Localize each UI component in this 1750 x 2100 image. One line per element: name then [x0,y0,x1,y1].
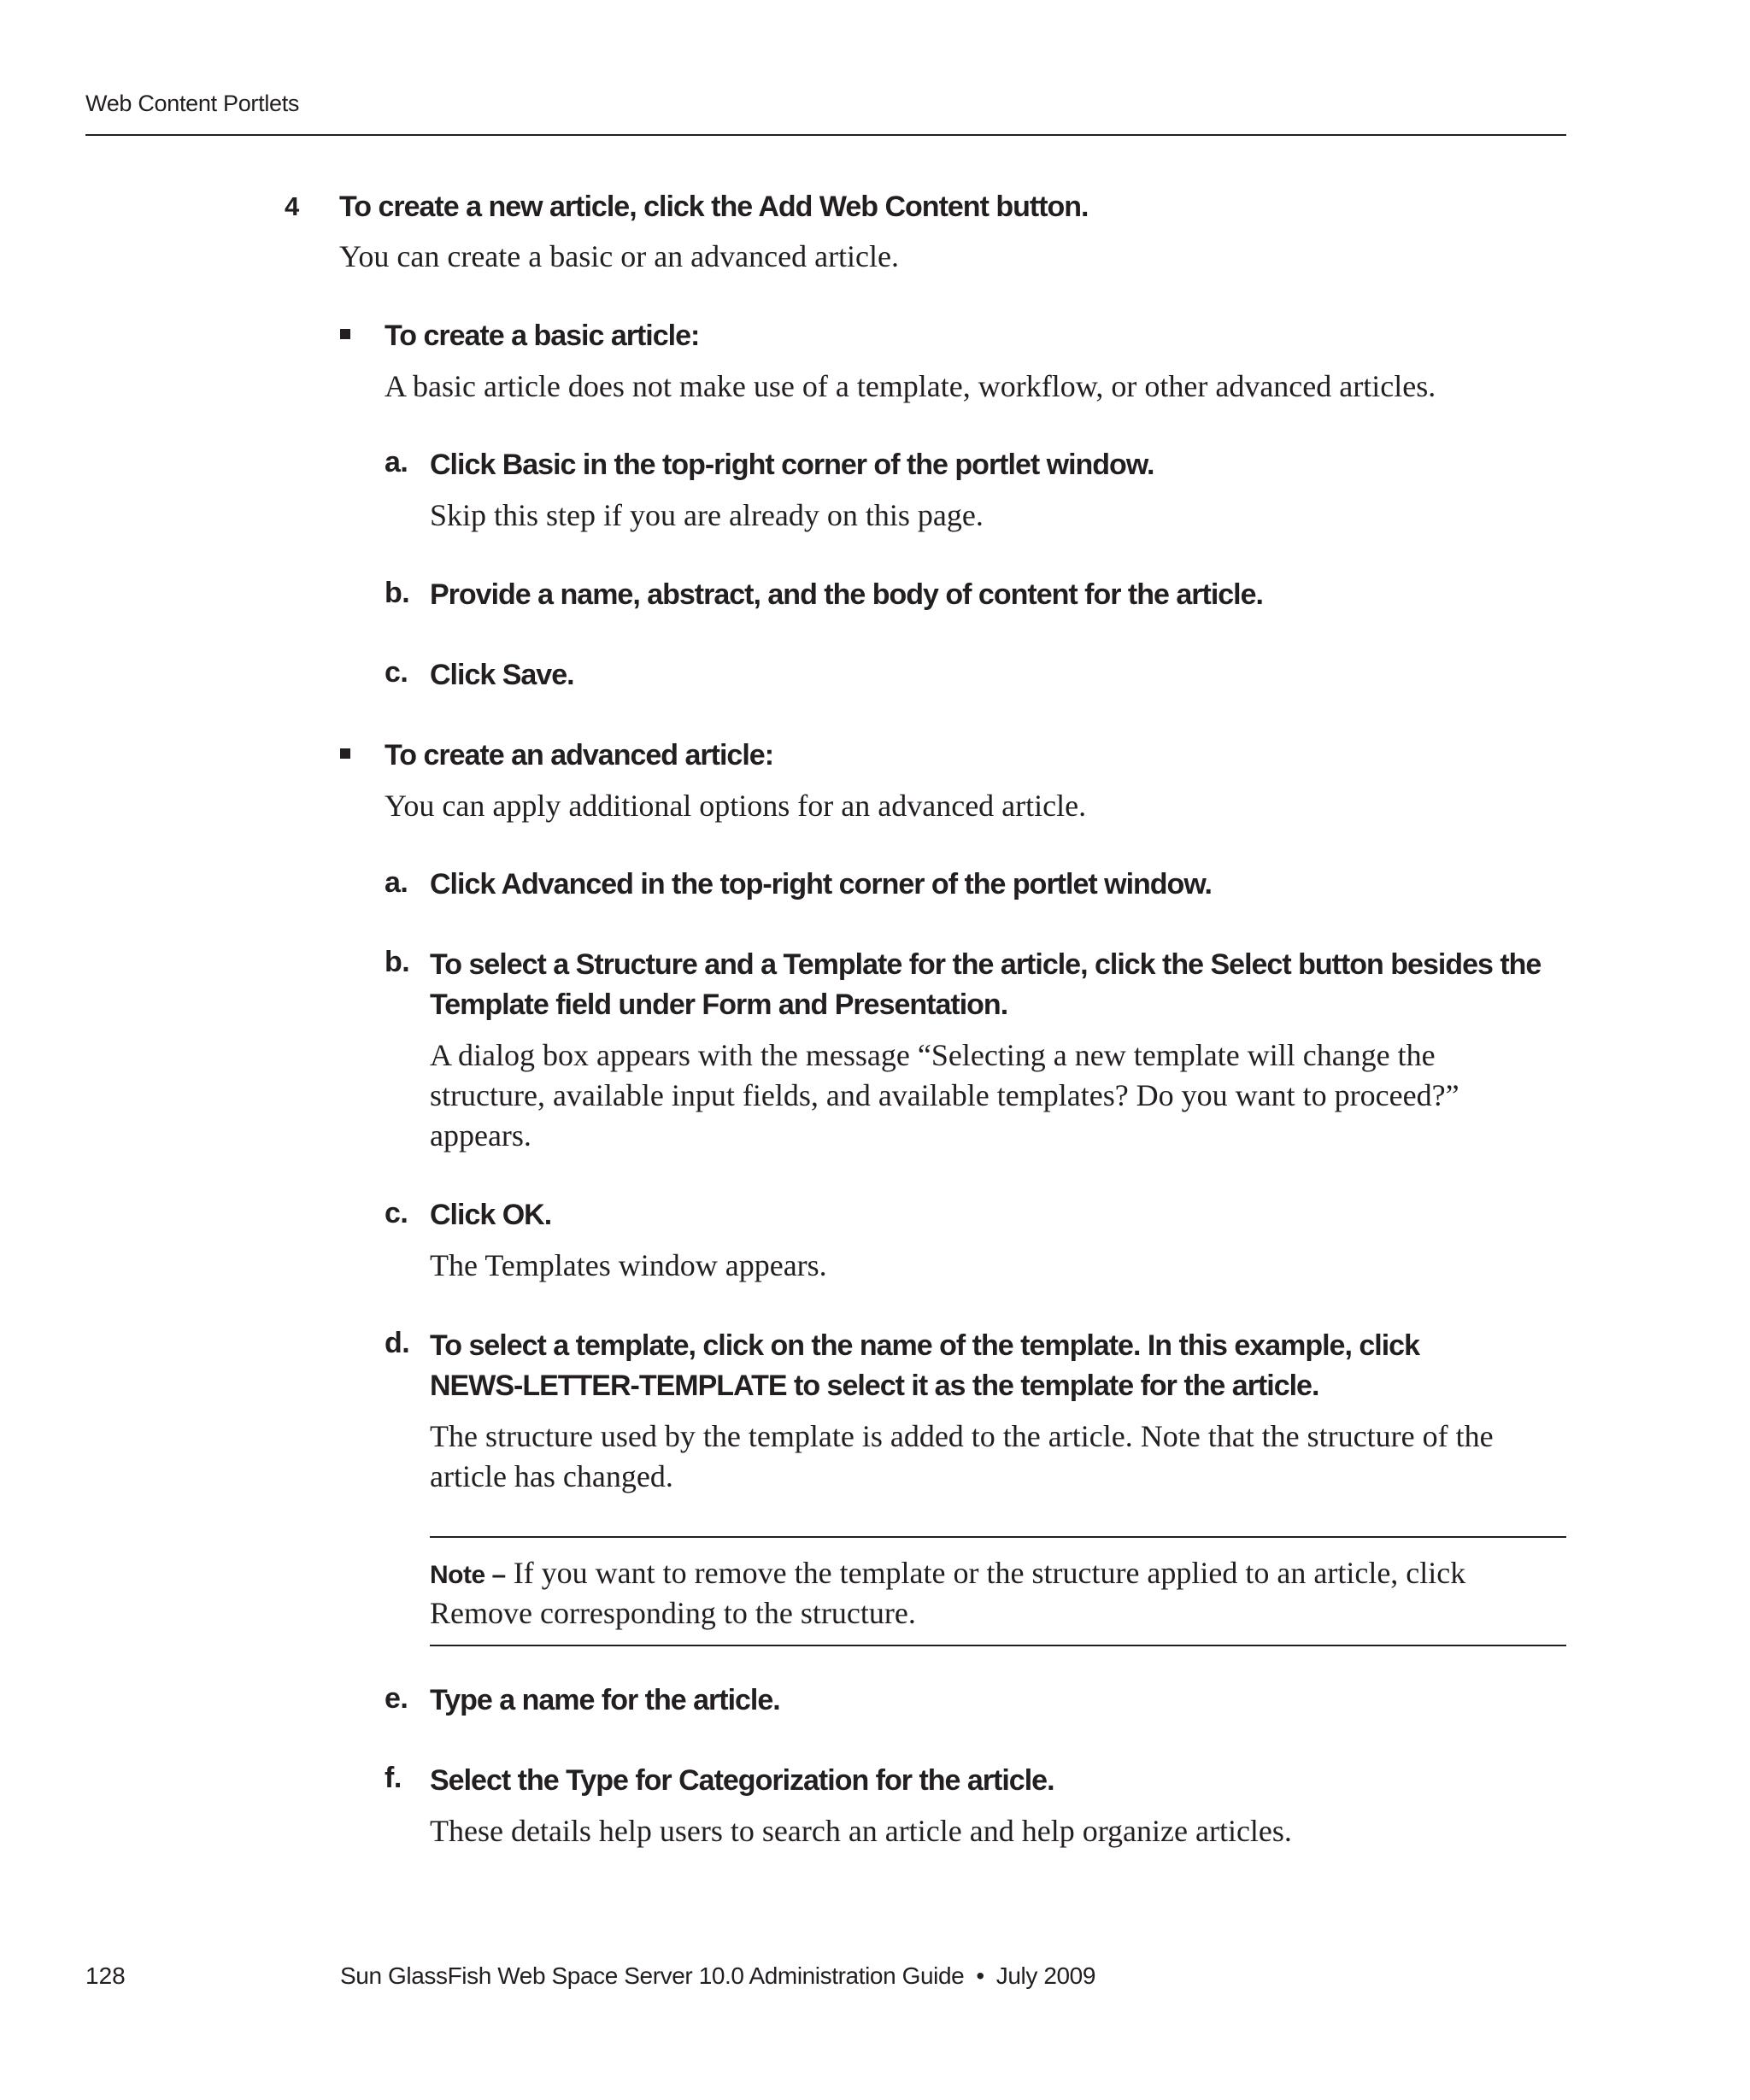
advanced-a-heading: Click Advanced in the top-right corner of the portlet window. [430,868,1212,900]
header-rule [85,134,1566,136]
note-top-rule [430,1536,1566,1538]
advanced-b-text-line-3: appears. [430,1118,531,1153]
advanced-d-heading-line-2: NEWS-LETTER-TEMPLATE to select it as the template for the article. [430,1370,1319,1402]
basic-c-label: c. [385,656,408,689]
publication-date: July 2009 [995,1962,1096,1989]
note-text-line-1: If you want to remove the template or the structure applied to an article, click [513,1556,1466,1590]
step-text: You can create a basic or an advanced article. [339,239,900,273]
basic-a-text: Skip this step if you are already on this page. [430,498,984,532]
advanced-b-label: b. [385,946,410,978]
advanced-f-label: f. [385,1762,402,1794]
advanced-e-heading: Type a name for the article. [430,1684,780,1716]
basic-text: A basic article does not make use of a template, workflow, or other advanced articles. [385,369,1436,403]
basic-a-label: a. [385,446,408,478]
advanced-c-heading: Click OK. [430,1199,552,1231]
step-heading: To create a new article, click the Add Web Content button. [339,191,1089,223]
advanced-d-text-line-2: article has changed. [430,1459,673,1493]
note-text-line-2: Remove corresponding to the structure. [430,1596,916,1630]
advanced-e-label: e. [385,1682,408,1715]
footer-book-title [340,1962,1095,1990]
advanced-a-label: a. [385,866,408,899]
note-bottom-rule [430,1645,1566,1646]
advanced-c-label: c. [385,1197,408,1229]
basic-a-heading: Click Basic in the top-right corner of the portlet window. [430,449,1154,481]
advanced-b-heading-line-1: To select a Structure and a Template for the article, click the Select button besides the [430,948,1542,981]
advanced-d-heading-line-1: To select a template, click on the name of the template. In this example, click [430,1329,1419,1362]
advanced-text: You can apply additional options for an advanced article. [385,789,1087,823]
advanced-c-text: The Templates window appears. [430,1248,827,1282]
page-number: 128 [85,1962,126,1989]
step-number: 4 [285,191,299,221]
running-head: Web Content Portlets [85,91,300,116]
advanced-f-heading: Select the Type for Categorization for the article. [430,1764,1054,1797]
basic-heading: To create a basic article: [385,320,700,352]
note-label: Note – [430,1561,506,1589]
bullet-icon [340,748,350,759]
advanced-f-text: These details help users to search an article and help organize articles. [430,1814,1292,1848]
advanced-d-label: d. [385,1327,410,1359]
advanced-d-text-line-1: The structure used by the template is added to the article. Note that the structure of the [430,1419,1494,1453]
basic-b-heading: Provide a name, abstract, and the body of content for the article. [430,578,1263,611]
basic-b-label: b. [385,577,410,609]
advanced-b-heading-line-2: Template field under Form and Presentation. [430,988,1008,1021]
advanced-b-text-line-2: structure, available input fields, and available templates? Do you want to proceed?” [430,1078,1459,1112]
note [430,1553,1465,1595]
bullet-icon [340,329,350,339]
book-title: Sun GlassFish Web Space Server 10.0 Administration Guide [340,1962,965,1989]
basic-c-heading: Click Save. [430,659,574,691]
advanced-b-text-line-1: A dialog box appears with the message “Selecting a new template will change the [430,1038,1436,1072]
advanced-heading: To create an advanced article: [385,739,774,771]
footer-separator: • [976,1962,984,1989]
